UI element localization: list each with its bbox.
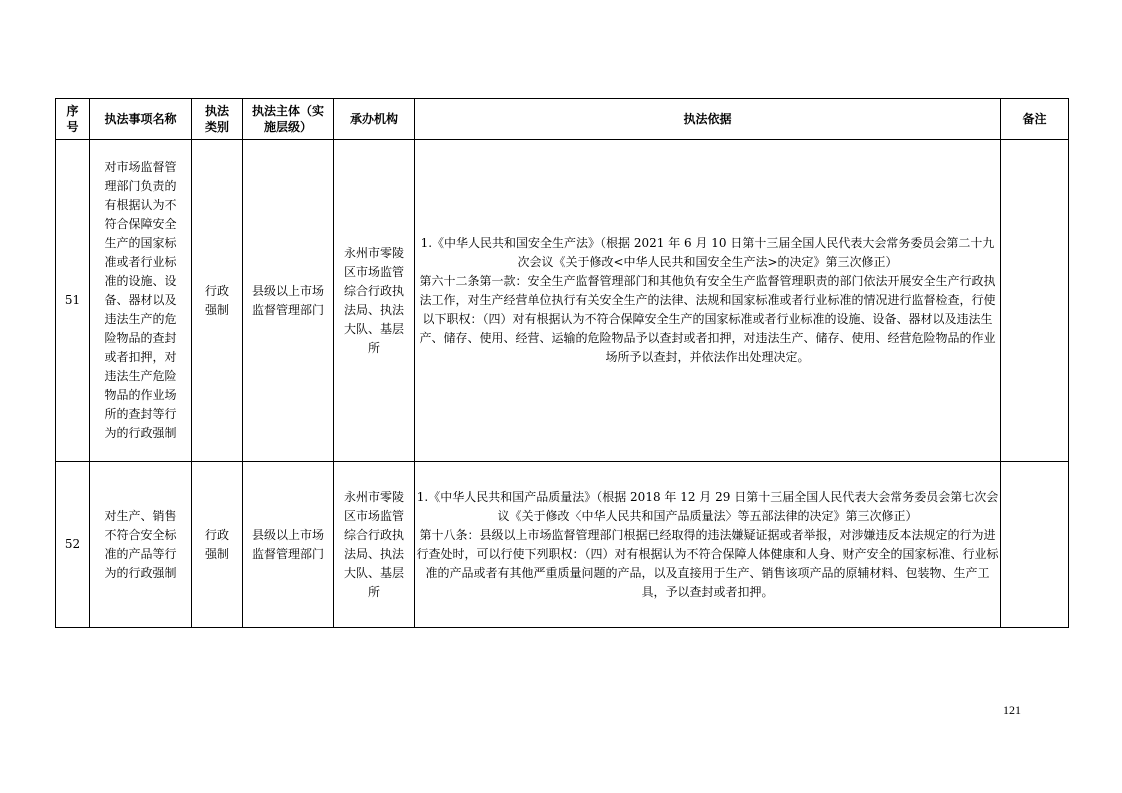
basis-paragraph: 第六十二条第一款：安全生产监督管理部门和其他负有安全生产监督管理职责的部门依法开展安全生产行政执法工作，对生产经营单位执行有关安全生产的法律、法规和国家标准或者行业标准的情况进行监督检查，行使以下职权：（四）对有根据认为不符合保障安全生产的国家标准或者行业标准的设施、设备、器材以及违法生产、储存、使用、经营、运输的危险物品予以查封或者扣押，对违法生产、储存、使用、经营危险物品的作业场所予以查封，并依法作出处理决定。 (419, 274, 996, 364)
header-seq (56, 99, 90, 140)
cell-category (192, 140, 243, 462)
organ-value: 永州市零陵区市场监管综合行政执法局、执法大队、基层所 (343, 489, 404, 599)
cell-organ (334, 140, 415, 462)
page-number: 121 (1003, 703, 1021, 717)
header-basis (415, 99, 1001, 140)
header-subject (243, 99, 334, 140)
header-category (192, 99, 243, 140)
item-name: 对市场监督管理部门负责的有根据认为不符合保障安全生产的国家标准或者行业标准的设施、设备、器材以及违法生产的危险物品的查封或者扣押，对违法生产危险物品的作业场所的查封等行为的行政强制 (104, 160, 177, 440)
header-name-text: 执法事项名称 (104, 112, 177, 126)
category-value: 行政强制 (204, 283, 229, 317)
header-seq-text: 序号 (66, 104, 79, 134)
cell-note (1001, 140, 1069, 462)
cell-basis (415, 462, 1001, 628)
basis-paragraph: 1.《中华人民共和国产品质量法》（根据 2018 年 12 月 29 日第十三届全国人民代表大会常务委员会第七次会议《关于修改〈中华人民共和国产品质量法〉等五部法律的决定》第三次修正） (416, 489, 999, 523)
header-subject-text: 执法主体（实施层级） (251, 104, 324, 134)
cell-category (192, 462, 243, 628)
header-note (1001, 99, 1069, 140)
basis-paragraph: 第十八条：县级以上市场监督管理部门根据已经取得的违法嫌疑证据或者举报，对涉嫌违反本法规定的行为进行查处时，可以行使下列职权：（四）对有根据认为不符合保障人体健康和人身、财产安全的国家标准、行业标准的产品或者有其他严重质量问题的产品，以及直接用于生产、销售该项产品的原辅材料、包装物、生产工具，予以查封或者扣押。 (416, 527, 999, 599)
table-row (56, 462, 1069, 628)
organ-value: 永州市零陵区市场监管综合行政执法局、执法大队、基层所 (343, 245, 404, 355)
cell-seq (56, 462, 90, 628)
cell-name (90, 462, 192, 628)
cell-name (90, 140, 192, 462)
header-organ (334, 99, 415, 140)
cell-basis (415, 140, 1001, 462)
header-organ-text: 承办机构 (349, 112, 398, 126)
cell-subject (243, 462, 334, 628)
cell-note (1001, 462, 1069, 628)
seq-value: 51 (64, 293, 81, 307)
header-basis-text: 执法依据 (683, 112, 732, 126)
table-header-row (56, 99, 1069, 140)
category-value: 行政强制 (204, 527, 229, 561)
cell-seq (56, 140, 90, 462)
enforcement-table (55, 98, 1069, 628)
header-name (90, 99, 192, 140)
header-category-text: 执法类别 (204, 104, 229, 134)
header-note-text: 备注 (1022, 112, 1047, 126)
cell-organ (334, 462, 415, 628)
subject-value: 县级以上市场监督管理部门 (251, 283, 324, 317)
item-name: 对生产、销售不符合安全标准的产品等行为的行政强制 (104, 508, 177, 580)
cell-subject (243, 140, 334, 462)
basis-paragraph: 1.《中华人民共和国安全生产法》（根据 2021 年 6 月 10 日第十三届全国人民代表大会常务委员会第二十九次会议《关于修改<中华人民共和国安全生产法>的决定》第三次修正） (420, 236, 995, 269)
seq-value: 52 (64, 537, 81, 551)
subject-value: 县级以上市场监督管理部门 (251, 527, 324, 561)
table-row (56, 140, 1069, 462)
